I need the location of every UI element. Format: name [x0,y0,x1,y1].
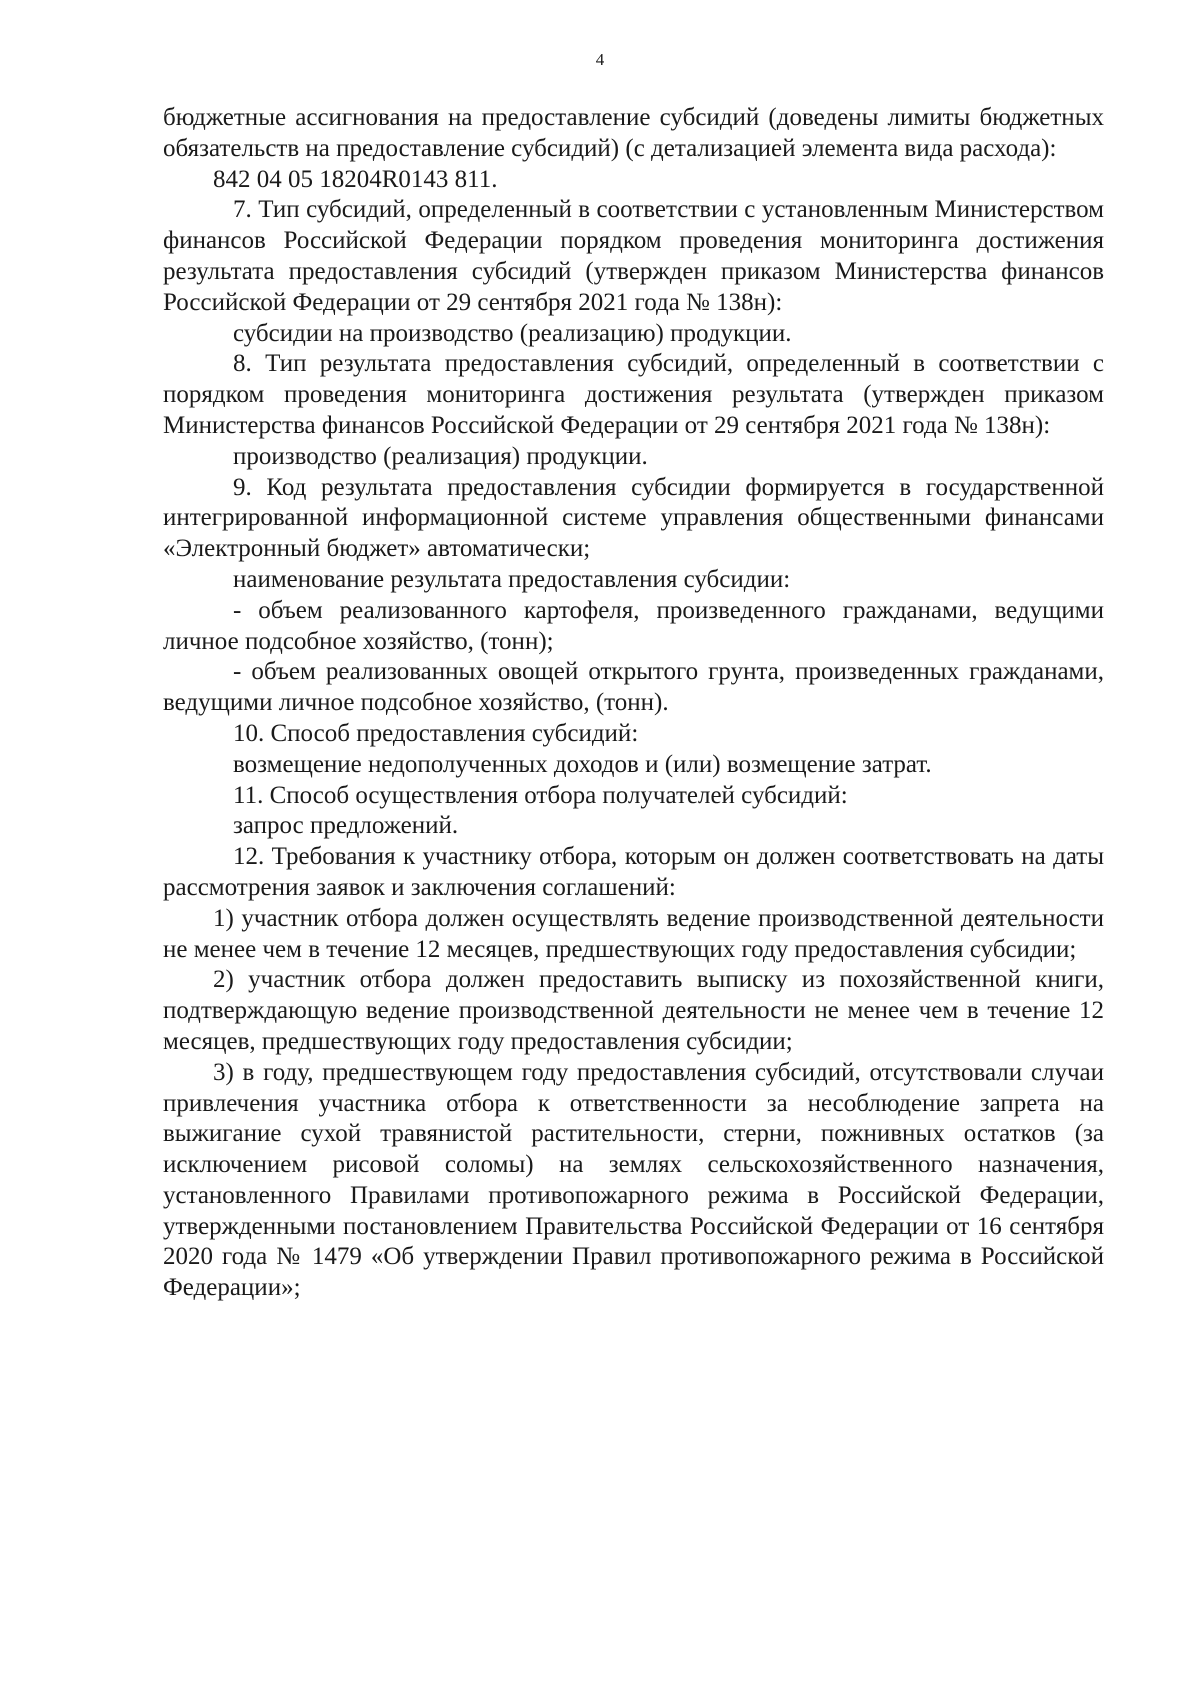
list-item-vegetables: - объем реализованных овощей открытого грунта, произведенных гражданами, ведущими личное подсобное хозяйство, (тонн). [163,658,1104,717]
paragraph-item-7: 7. Тип субсидий, определенный в соответствии с установленным Министерством финансов Российской Федерации порядком проведения мониторинга достижения результата предоставления субсидий (утвержден приказом Министерства финансов Российской Федерации от 29 сентября 2021 года № 138н): [163,196,1104,316]
paragraph-result-name-heading: наименование результата предоставления субсидии: [233,565,791,593]
paragraph-item-8: 8. Тип результата предоставления субсидий, определенный в соответствии с порядком проведения мониторинга достижения результата (утвержден приказом Министерства финансов Российской Федерации от 29 сентября 2021 года № 138н): [163,350,1104,439]
paragraph-subsidy-type-value: субсидии на производство (реализацию) продукции. [233,319,792,347]
paragraph-budget-code: 842 04 05 18204R0143 811. [213,165,498,193]
paragraph-budget-allocations: бюджетные ассигнования на предоставление субсидий (доведены лимиты бюджетных обязательств на предоставление субсидий) (с детализацией элемента вида расхода): [163,104,1104,162]
requirement-1: 1) участник отбора должен осуществлять ведение производственной деятельности не менее чем в течение 12 месяцев, предшествующих году предоставления субсидии; [163,904,1104,963]
paragraph-item-11: 11. Способ осуществления отбора получателей субсидий: [233,781,848,809]
paragraph-result-type-value: производство (реализация) продукции. [233,442,648,470]
paragraph-item-10: 10. Способ предоставления субсидий: [233,719,639,747]
document-body [163,103,1104,1304]
list-item-potatoes: - объем реализованного картофеля, произведенного гражданами, ведущими личное подсобное хозяйство, (тонн); [163,596,1104,655]
paragraph-provision-method-value: возмещение недополученных доходов и (или) возмещение затрат. [233,750,932,778]
paragraph-selection-method-value: запрос предложений. [233,812,459,840]
paragraph-item-9: 9. Код результата предоставления субсидии формируется в государственной интегрированной информационной системе управления общественными финансами «Электронный бюджет» автоматически; [163,473,1104,563]
page-number: 4 [595,50,605,69]
requirement-3: 3) в году, предшествующем году предоставления субсидий, отсутствовали случаи привлечения участника отбора к ответственности за несоблюдение запрета на выжигание сухой травянистой растительности, стерни, пожнивных остатков (за исключением рисовой соломы) на землях сельскохозяйственного назначения, установленного Правилами противопожарного режима в Российской Федерации, утвержденными постановлением Правительства Российской Федерации от 16 сентября 2020 года № 1479 «Об утверждении Правил противопожарного режима в Российской Федерации»; [163,1058,1104,1302]
paragraph-item-12: 12. Требования к участнику отбора, которым он должен соответствовать на даты рассмотрения заявок и заключения соглашений: [163,843,1104,901]
requirement-2: 2) участник отбора должен предоставить выписку из похозяйственной книги, подтверждающую ведение производственной деятельности не менее чем в течение 12 месяцев, предшествующих году предоставления субсидии; [163,966,1104,1055]
